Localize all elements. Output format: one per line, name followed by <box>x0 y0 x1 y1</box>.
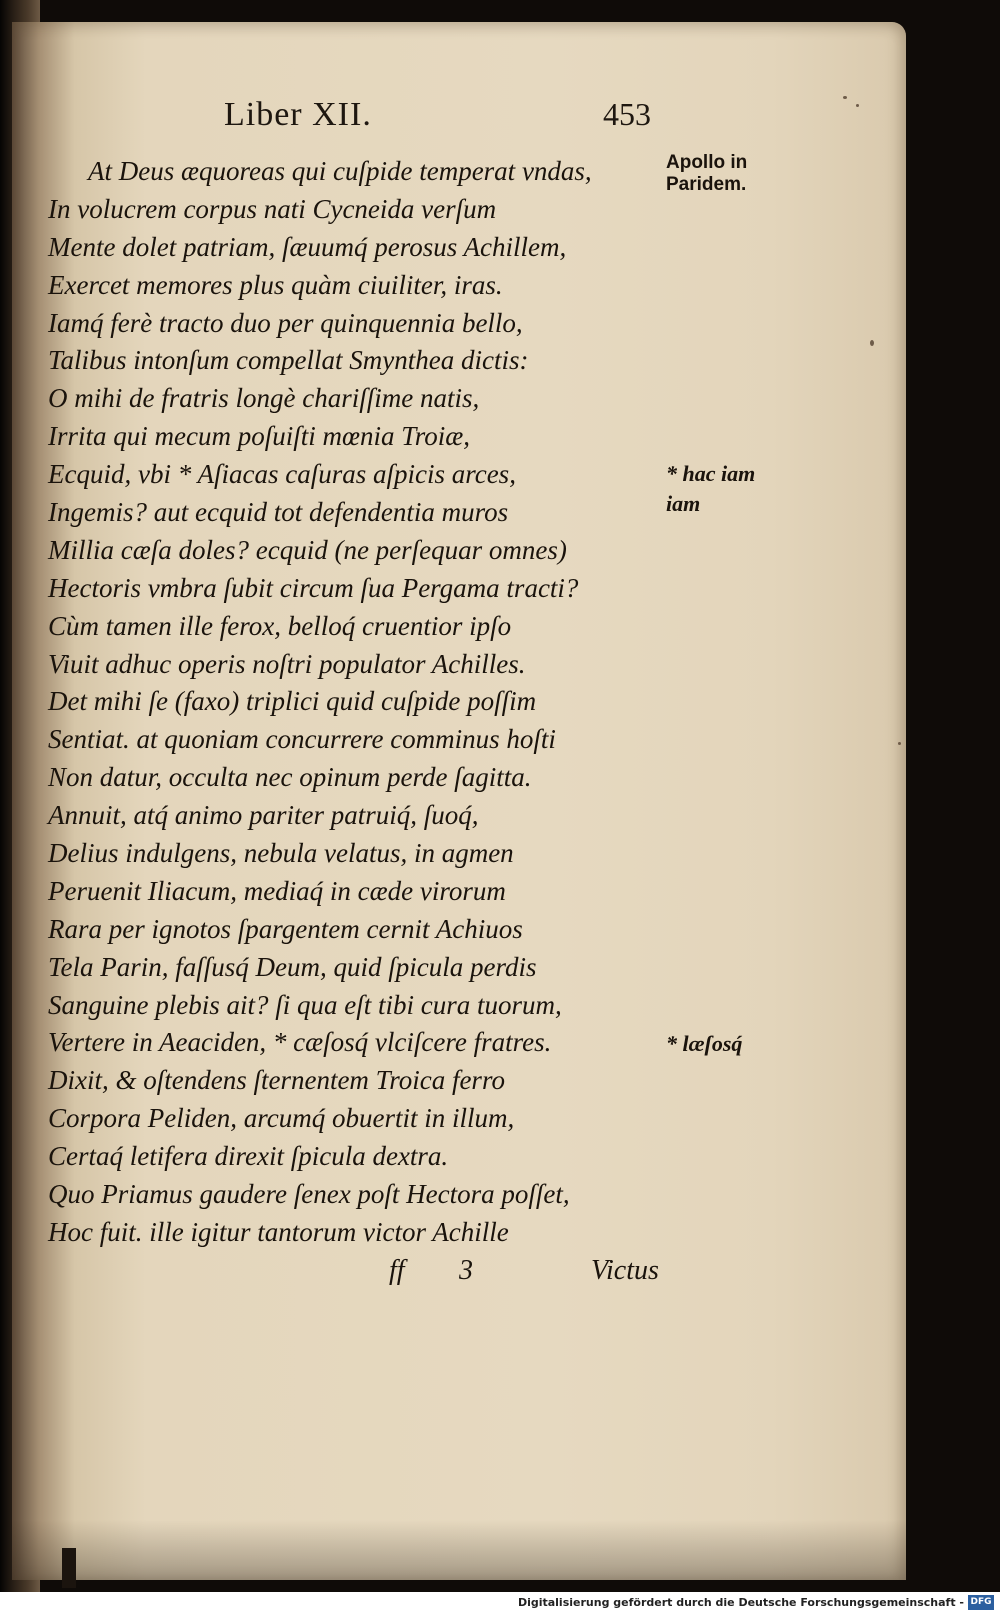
verse-line: Irrita qui mecum poſuiſti mœnia Troiæ, <box>48 421 471 452</box>
verse-line: Non datur, occulta nec opinum perde ſagitta. <box>48 762 532 793</box>
verse-line: Tela Parin, faſſusq́ Deum, quid ſpicula perdis <box>48 951 537 982</box>
verse-line: Exercet memores plus quàm ciuiliter, iras. <box>48 269 503 300</box>
margin-note-line: * læſosq́ <box>666 1031 743 1056</box>
page-number: 453 <box>603 96 651 132</box>
verse-line: Sentiat. at quoniam concurrere comminus hoſti <box>48 724 556 755</box>
margin-note-laesos <box>666 1033 806 1055</box>
verse-line: Delius indulgens, nebula velatus, in agmen <box>48 838 514 869</box>
verse-line: Corpora Peliden, arcumq́ obuertit in illum, <box>48 1103 515 1134</box>
running-head-title: Liber XII. <box>224 96 372 133</box>
verse-line: Mente dolet patriam, ſæuumq́ perosus Achillem, <box>48 231 567 262</box>
catchword: Victus <box>591 1255 659 1286</box>
footer-bar <box>0 1592 1000 1615</box>
verse-line: Ingemis? aut ecquid tot defendentia muros <box>48 497 509 528</box>
dust-speck <box>898 742 901 745</box>
verse-line: Quo Priamus gaudere ſenex poſt Hectora poſſet, <box>48 1179 570 1210</box>
verse-text-block <box>48 153 648 1252</box>
verse-line: Talibus intonſum compellat Smynthea dictis: <box>48 345 529 376</box>
margin-note-line: Apollo in <box>666 152 748 173</box>
signature-mark: ff <box>389 1255 405 1286</box>
verse-line: Certaq́ letifera direxit ſpicula dextra. <box>48 1141 449 1172</box>
margin-note-apollo <box>666 152 806 196</box>
verse-line: O mihi de fratris longè chariſſime natis, <box>48 383 480 414</box>
verse-line: At Deus æquoreas qui cuſpide temperat vndas, <box>88 156 592 186</box>
margin-note-line: * hac iam <box>666 461 756 486</box>
verse-line: Sanguine plebis ait? ſi qua eſt tibi cura tuorum, <box>48 989 562 1020</box>
running-head <box>0 96 1000 136</box>
verse-line: Iamq́ ferè tracto duo per quinquennia bello, <box>48 307 523 338</box>
verse-line: Viuit adhuc operis noſtri populator Achilles. <box>48 648 526 679</box>
verse-line: Hectoris vmbra ſubit circum ſua Pergama tracti? <box>48 572 579 603</box>
verse-line: In volucrem corpus nati Cycneida verſum <box>48 193 497 224</box>
verse-line: Ecquid, vbi * Aſiacas caſuras aſpicis arces, <box>48 459 516 490</box>
verse-line: Hoc fuit. ille igitur tantorum victor Achille <box>48 1216 509 1247</box>
dfg-logo: DFG <box>968 1595 994 1610</box>
verse-line: Dixit, & oſtendens ſternentem Troica ferro <box>48 1065 505 1096</box>
verse-line: Annuit, atq́ animo pariter patruiq́, ſuoq́, <box>48 800 479 831</box>
margin-note-line: Paridem. <box>666 174 747 195</box>
verse-line: Det mihi ſe (faxo) triplici quid cuſpide poſſim <box>48 686 537 717</box>
verse-line: Cùm tamen ille ferox, belloq́ cruentior ipſo <box>48 610 512 641</box>
verse-line: Millia cæſa doles? ecquid (ne perſequar omnes) <box>48 534 567 565</box>
gutter-mark <box>62 1548 76 1588</box>
dust-speck <box>870 340 874 346</box>
verse-line: Peruenit Iliacum, mediaq́ in cæde virorum <box>48 875 506 906</box>
signature-line <box>0 1255 1000 1295</box>
footer-credit: Digitalisierung gefördert durch die Deutsche Forschungsgemeinschaft - <box>517 1596 964 1609</box>
page-bottom-shadow <box>12 1520 906 1580</box>
margin-note-line: iam <box>666 491 701 516</box>
margin-note-hac-iam <box>666 463 806 515</box>
verse-line: Rara per ignotos ſpargentem cernit Achiuos <box>48 913 523 944</box>
signature-number: 3 <box>459 1255 473 1286</box>
verse-line: Vertere in Aeaciden, * cæſosq́ vlciſcere fratres. <box>48 1027 552 1058</box>
